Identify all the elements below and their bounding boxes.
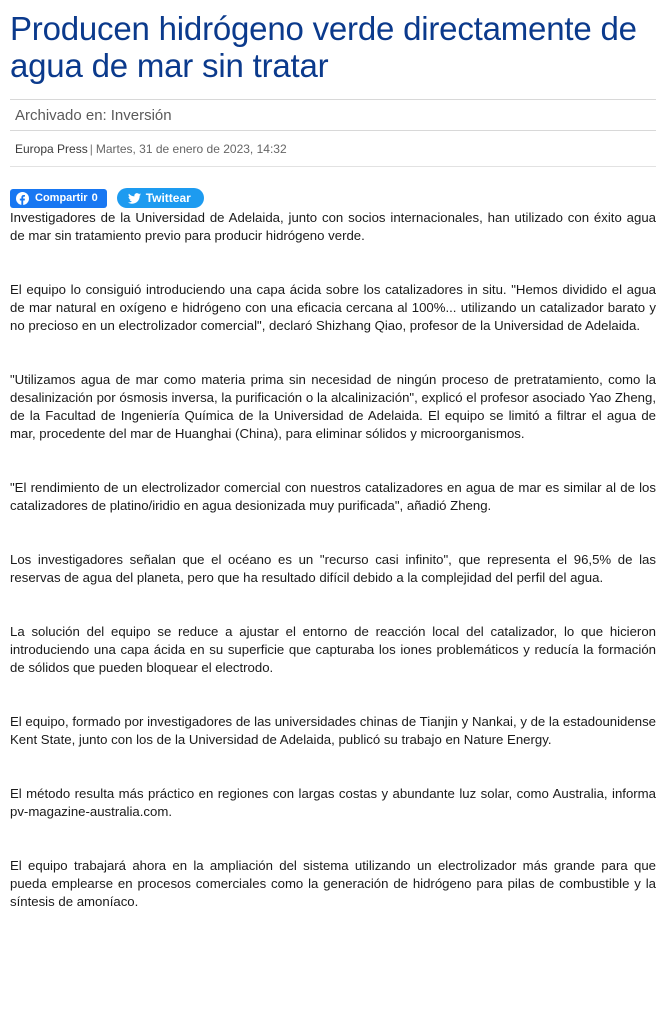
article-paragraph: "El rendimiento de un electrolizador comercial con nuestros catalizadores en agua de mar es similar al de los catalizadores de platino/iridio en agua desionizada muy purificada", añadió Zheng.	[10, 480, 656, 513]
twitter-share-button[interactable]	[117, 188, 204, 208]
archive-label: Archivado en:	[15, 106, 107, 124]
article-title: Producen hidrógeno verde directamente de agua de mar sin tratar	[10, 10, 637, 84]
article-paragraph: "Utilizamos agua de mar como materia prima sin necesidad de ningún proceso de pretratamiento, como la desalinización por ósmosis inversa, la purificación o la alcalinización", explicó el profesor asociado Yao Zheng, de la Facultad de Ingeniería Química de la Universidad de Adelaida. El equipo se limitó a filtrar el agua de mar, procedente del mar de Huanghai (China), para eliminar sólidos y microorganismos.	[10, 372, 656, 441]
article-page	[10, 0, 656, 911]
byline-date: Martes, 31 de enero de 2023, 14:32	[95, 142, 287, 156]
article-body	[10, 209, 656, 911]
share-bar	[10, 188, 656, 208]
article-paragraph: La solución del equipo se reduce a ajustar el entorno de reacción local del catalizador, lo que hicieron introduciendo una capa ácida en su superficie que capturaba los iones problemáticos y reducía la formación de sólidos que pueden bloquear el electrodo.	[10, 624, 656, 675]
facebook-icon	[16, 192, 29, 205]
article-paragraph: Investigadores de la Universidad de Adelaida, junto con socios internacionales, han utilizado con éxito agua de mar sin tratamiento previo para producir hidrógeno verde.	[10, 210, 656, 243]
article-paragraph: Los investigadores señalan que el océano es un "recurso casi infinito", que representa el 96,5% de las reservas de agua del planeta, pero que ha resultado difícil debido a la complejidad del perfil del agua.	[10, 552, 656, 585]
article-paragraph: El equipo lo consiguió introduciendo una capa ácida sobre los catalizadores in situ. "Hemos dividido el agua de mar natural en oxígeno e hidrógeno con una eficacia cercana al 100%... utilizando un catalizador barato y no precioso en un electrolizador comercial", declaró Shizhang Qiao, profesor de la Universidad de Adelaida.	[10, 282, 656, 333]
byline-divider	[10, 166, 656, 167]
facebook-share-button[interactable]	[10, 189, 107, 208]
twitter-bird-icon	[128, 193, 141, 204]
facebook-share-label: Compartir	[35, 192, 88, 204]
byline-separator: |	[89, 142, 93, 156]
byline	[10, 142, 656, 156]
facebook-share-count: 0	[91, 192, 98, 204]
archive-box	[10, 99, 656, 131]
article-paragraph: El equipo, formado por investigadores de las universidades chinas de Tianjin y Nankai, y de la estadounidense Kent State, junto con los de la Universidad de Adelaida, publicó su trabajo en Nature Energy.	[10, 714, 656, 747]
byline-source: Europa Press	[15, 142, 88, 156]
archive-category-link[interactable]: Inversión	[110, 106, 172, 124]
article-paragraph: El equipo trabajará ahora en la ampliación del sistema utilizando un electrolizador más grande para que pueda emplearse en procesos comerciales como la generación de hidrógeno para pilas de combustible y la síntesis de amoníaco.	[10, 858, 656, 909]
article-paragraph: El método resulta más práctico en regiones con largas costas y abundante luz solar, como Australia, informa pv-magazine-australia.com.	[10, 786, 656, 819]
twitter-share-label: Twittear	[145, 191, 191, 205]
